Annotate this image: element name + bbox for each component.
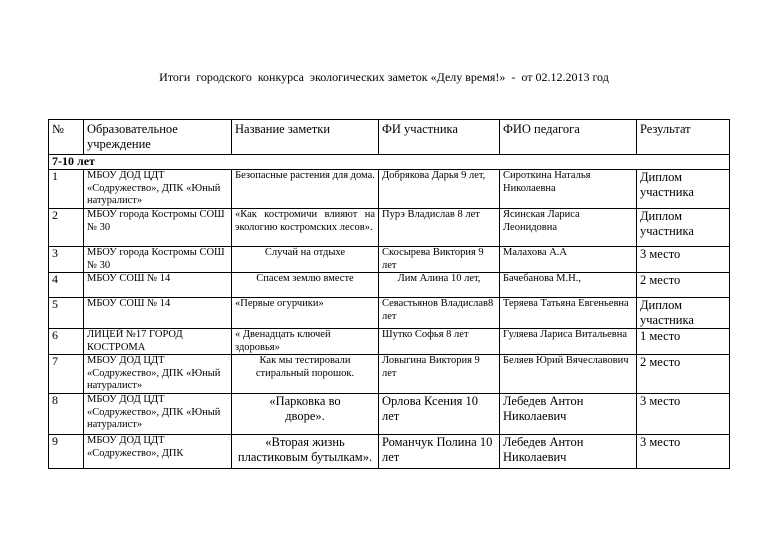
results-table <box>48 119 730 469</box>
row-teacher: Малахова А.А <box>500 247 637 273</box>
row-school: МБОУ СОШ № 14 <box>84 298 232 329</box>
row-number: 2 <box>49 209 84 247</box>
row-result: Диплом участника <box>637 170 730 209</box>
header-note-title: Название заметки <box>232 120 379 155</box>
row-participant: Пурэ Владислав 8 лет <box>379 209 500 247</box>
row-school: МБОУ ДОД ЦДТ «Содружество», ДПК «Юный натуралист» <box>84 394 232 435</box>
row-result: 2 место <box>637 273 730 298</box>
row-result: Диплом участника <box>637 298 730 329</box>
table-row <box>49 273 730 298</box>
row-school: МБОУ СОШ № 14 <box>84 273 232 298</box>
row-result: 1 место <box>637 329 730 355</box>
row-teacher: Теряева Татьяна Евгеньевна <box>500 298 637 329</box>
row-number: 3 <box>49 247 84 273</box>
row-participant: Шутко Софья 8 лет <box>379 329 500 355</box>
table-row <box>49 435 730 469</box>
row-teacher: Лебедев Антон Николаевич <box>500 394 637 435</box>
row-participant: Романчук Полина 10 лет <box>379 435 500 469</box>
row-note-title: «Первые огурчики» <box>232 298 379 329</box>
row-note-title: Спасем землю вместе <box>232 273 379 298</box>
header-number: № <box>49 120 84 155</box>
row-teacher: Гуляева Лариса Витальевна <box>500 329 637 355</box>
header-school: Образовательное учреждение <box>84 120 232 155</box>
document-title: Итоги городского конкурса экологических заметок «Делу время!» - от 02.12.2013 год <box>159 70 609 84</box>
row-number: 1 <box>49 170 84 209</box>
row-participant: Ловыгина Виктория 9 лет <box>379 355 500 394</box>
table-row <box>49 170 730 209</box>
row-school: МБОУ ДОД ЦДТ «Содружество», ДПК <box>84 435 232 469</box>
row-teacher: Сироткина Наталья Николаевна <box>500 170 637 209</box>
row-teacher: Беляев Юрий Вячеславович <box>500 355 637 394</box>
age-group-label: 7-10 лет <box>49 155 730 170</box>
age-group-row <box>49 155 730 170</box>
table-row <box>49 394 730 435</box>
row-participant: Добрякова Дарья 9 лет, <box>379 170 500 209</box>
row-result: 3 место <box>637 247 730 273</box>
table-row <box>49 209 730 247</box>
header-teacher: ФИО педагога <box>500 120 637 155</box>
row-participant: Орлова Ксения 10 лет <box>379 394 500 435</box>
row-result: 3 место <box>637 394 730 435</box>
row-number: 8 <box>49 394 84 435</box>
row-teacher: Бачебанова М.Н., <box>500 273 637 298</box>
row-note-title: Как мы тестировали стиральный порошок. <box>232 355 379 394</box>
row-school: МБОУ ДОД ЦДТ «Содружество», ДПК «Юный натуралист» <box>84 355 232 394</box>
row-teacher: Лебедев Антон Николаевич <box>500 435 637 469</box>
row-note-title: «Вторая жизнь пластиковым бутылкам». <box>232 435 379 469</box>
header-result: Результат <box>637 120 730 155</box>
table-header-row <box>49 120 730 155</box>
table-row <box>49 298 730 329</box>
row-participant: Севастьянов Владислав8 лет <box>379 298 500 329</box>
row-result: 3 место <box>637 435 730 469</box>
row-result: Диплом участника <box>637 209 730 247</box>
row-result: 2 место <box>637 355 730 394</box>
row-school: МБОУ ДОД ЦДТ «Содружество», ДПК «Юный натуралист» <box>84 170 232 209</box>
row-school: МБОУ города Костромы СОШ № 30 <box>84 209 232 247</box>
row-note-title: «Парковка во дворе». <box>232 394 379 435</box>
row-note-title: Безопасные растения для дома. <box>232 170 379 209</box>
row-note-title: Случай на отдыхе <box>232 247 379 273</box>
header-participant: ФИ участника <box>379 120 500 155</box>
table-row <box>49 247 730 273</box>
row-participant: Лим Алина 10 лет, <box>379 273 500 298</box>
table-row <box>49 355 730 394</box>
row-teacher: Ясинская Лариса Леонидовна <box>500 209 637 247</box>
table-row <box>49 329 730 355</box>
row-number: 6 <box>49 329 84 355</box>
row-school: ЛИЦЕЙ №17 ГОРОД КОСТРОМА <box>84 329 232 355</box>
row-note-title: « Двенадцать ключей здоровья» <box>232 329 379 355</box>
row-note-title: «Как костромичи влияют на экологию костромских лесов». <box>232 209 379 247</box>
row-school: МБОУ города Костромы СОШ № 30 <box>84 247 232 273</box>
row-number: 5 <box>49 298 84 329</box>
row-number: 7 <box>49 355 84 394</box>
row-number: 9 <box>49 435 84 469</box>
row-participant: Скосырева Виктория 9 лет <box>379 247 500 273</box>
row-number: 4 <box>49 273 84 298</box>
